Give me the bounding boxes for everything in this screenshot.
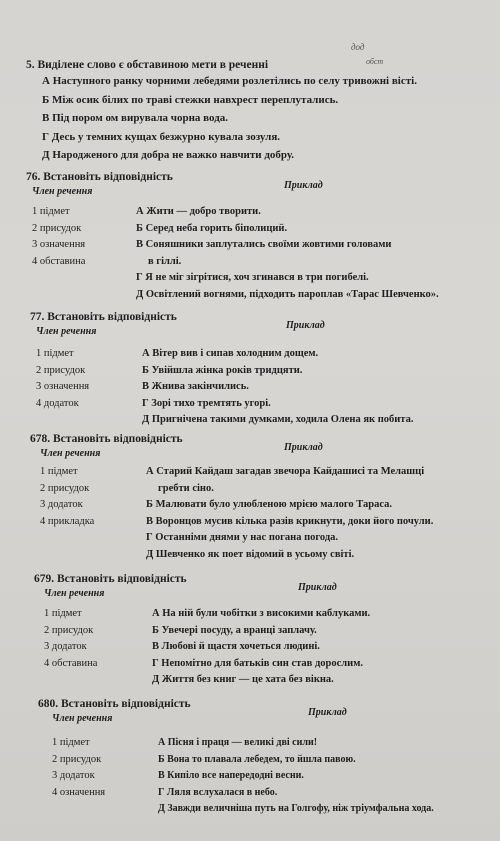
question-title: 5. Виділене слово є обставиною мети в реченні xyxy=(26,59,269,71)
example-item: В Любові й щастя хочеться людині. xyxy=(152,641,320,652)
col-member-header: Член речення xyxy=(36,326,97,337)
members-list xyxy=(36,346,89,412)
col-example-header: Приклад xyxy=(284,442,323,453)
member-item: 1 підмет xyxy=(40,466,78,477)
col-member-header: Член речення xyxy=(52,713,113,724)
option-g: Г Десь у темних кущах безжурно кувала зозуля. xyxy=(42,130,281,143)
example-item: Г Останніми днями у нас погана погода. xyxy=(146,532,339,543)
member-item: 2 присудок xyxy=(36,364,86,376)
member-item: 3 означення xyxy=(36,381,90,392)
members-list xyxy=(40,464,94,530)
example-item: Б Малювати було улюбленою мрією малого Тараса. xyxy=(146,499,392,510)
member-item: 2 присудок xyxy=(40,482,90,494)
example-item: Г Я не міг зігрітися, хоч згинався в три погибелі. xyxy=(136,272,369,283)
example-item: Б Увечері посуду, а вранці заплачу. xyxy=(152,624,317,636)
members-list xyxy=(44,606,97,672)
column-headers xyxy=(34,582,500,600)
example-item: Д Шевченко як поет відомий в усьому світі. xyxy=(146,548,355,560)
member-item: 1 підмет xyxy=(52,737,90,748)
col-example-header: Приклад xyxy=(308,707,347,718)
task-678 xyxy=(30,432,500,560)
example-item: В Кипіло все напередодні весни. xyxy=(158,770,304,781)
task-title: 77. Встановіть відповідність xyxy=(30,311,177,323)
option-d: Д Народженого для добра не важко навчити добру. xyxy=(42,149,295,161)
member-item: 2 присудок xyxy=(44,624,94,636)
option-b: Б Між осик білих по траві стежки навхрест переплутались. xyxy=(42,93,339,106)
member-item: 4 обставина xyxy=(44,657,98,669)
example-item: Б Увійшла жінка років тридцяти. xyxy=(142,364,303,376)
task-title: 678. Встановіть відповідність xyxy=(30,433,183,445)
example-item: Д Життя без книг — це хата без вікна. xyxy=(152,674,334,685)
task-title: 680. Встановіть відповідність xyxy=(38,698,191,710)
task-title: 679. Встановіть відповідність xyxy=(34,573,187,585)
member-item: 4 додаток xyxy=(36,397,79,409)
col-example-header: Приклад xyxy=(284,180,323,191)
members-list xyxy=(52,735,105,801)
member-item: 4 прикладка xyxy=(40,515,95,527)
examples-list xyxy=(152,606,370,689)
example-item: А На ній були чобітки з високими каблуками. xyxy=(152,608,371,619)
example-item: В Соняшники заплутались своїми жовтими головами xyxy=(136,239,392,250)
member-item: 1 підмет xyxy=(32,206,70,217)
member-item: 3 додаток xyxy=(52,770,95,781)
column-headers xyxy=(30,320,500,338)
example-item: Г Непомітно для батьків син став дорослим. xyxy=(152,657,363,669)
option-v: В Під пором ом вирувала чорна вода. xyxy=(42,112,229,124)
examples-list xyxy=(142,346,413,429)
column-headers xyxy=(26,180,500,198)
col-member-header: Член речення xyxy=(32,186,93,197)
member-item: 2 присудок xyxy=(32,222,82,234)
example-item: А Вітер вив і сипав холодним дощем. xyxy=(142,348,319,359)
examples-list xyxy=(136,204,439,303)
example-item: Г Ляля вслухалася в небо. xyxy=(158,786,278,798)
member-item: 3 додаток xyxy=(40,499,83,510)
question-5 xyxy=(26,58,496,165)
members-list xyxy=(32,204,85,270)
example-item: Д Пригнічена такими думками, ходила Олена як побита. xyxy=(142,414,414,425)
column-headers xyxy=(38,707,500,725)
example-item: Г Зорі тихо тремтять угорі. xyxy=(142,397,271,409)
member-item: 3 означення xyxy=(32,239,86,250)
col-example-header: Приклад xyxy=(286,320,325,331)
example-item: гребти сіно. xyxy=(158,482,214,494)
handwritten-note: дод xyxy=(351,42,365,52)
example-item: Б Серед неба горить біполиций. xyxy=(136,222,288,234)
example-item: В Воронцов мусив кілька разів крикнути, доки його почули. xyxy=(146,515,434,527)
column-headers xyxy=(30,442,500,460)
member-item: 4 обставина xyxy=(32,255,86,267)
member-item: 2 присудок xyxy=(52,753,102,765)
member-item: 1 підмет xyxy=(36,348,74,359)
example-item: А Пісня і праця — великі дві сили! xyxy=(158,737,318,748)
example-item: в гіллі. xyxy=(148,255,182,267)
member-item: 4 означення xyxy=(52,786,106,798)
handwritten-note: обст xyxy=(366,57,384,66)
example-item: В Жнива закінчились. xyxy=(142,381,249,392)
col-member-header: Член речення xyxy=(44,588,105,599)
example-item: Д Завжди величніша путь на Голгофу, ніж тріумфальна хода. xyxy=(158,803,434,814)
col-example-header: Приклад xyxy=(298,582,337,593)
option-a: А Наступного ранку чорними лебедями розлетілись по селу тривожні вісті. xyxy=(42,75,417,87)
member-item: 1 підмет xyxy=(44,608,82,619)
task-680 xyxy=(38,697,500,814)
task-title: 76. Встановіть відповідність xyxy=(26,171,173,183)
examples-list xyxy=(146,464,433,563)
task-76 xyxy=(26,170,500,300)
task-77 xyxy=(30,310,500,425)
example-item: Д Освітлений вогнями, підходить пароплав «Тарас Шевченко». xyxy=(136,288,439,300)
examples-list xyxy=(158,735,434,818)
task-679 xyxy=(34,572,500,685)
col-member-header: Член речення xyxy=(40,448,101,459)
member-item: 3 додаток xyxy=(44,641,87,652)
example-item: А Жити — добро творити. xyxy=(136,206,261,217)
example-item: Б Вона то плавала лебедем, то йшла павою. xyxy=(158,753,356,765)
example-item: А Старий Кайдаш загадав звечора Кайдашисі та Мелашці xyxy=(146,466,425,477)
